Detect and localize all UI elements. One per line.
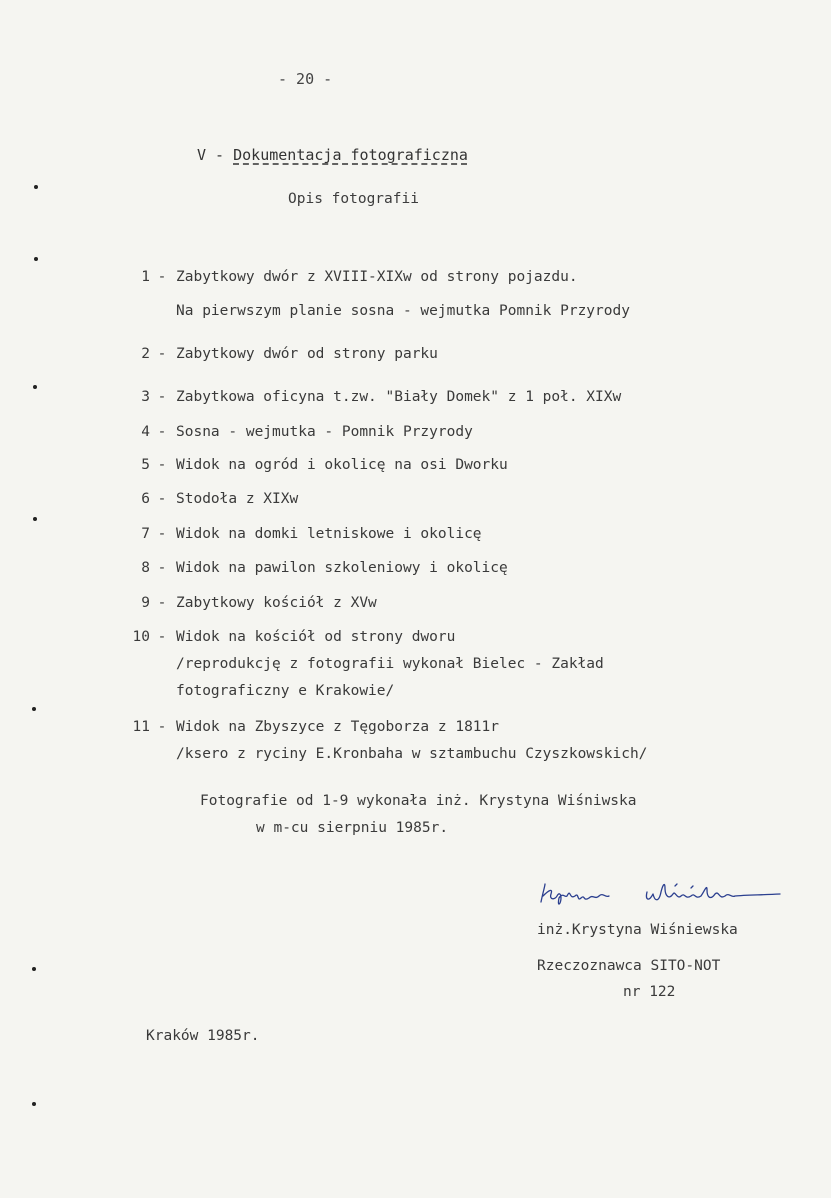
item-text: /reprodukcję z fotografii wykonał Bielec - Zakład	[176, 656, 604, 672]
item-text: Stodoła z XIXw	[176, 491, 299, 507]
photo-credit-date: w m-cu sierpniu 1985r.	[256, 820, 449, 836]
margin-mark	[32, 707, 36, 711]
item-text: fotograficzny e Krakowie/	[176, 683, 395, 699]
signatory-title: Rzeczoznawca SITO-NOT	[537, 958, 721, 974]
item-text: Zabytkowy dwór z XVIII-XIXw od strony pojazdu.	[176, 269, 578, 285]
margin-mark	[33, 385, 37, 389]
section-heading	[197, 146, 468, 164]
item-dash: -	[157, 629, 167, 645]
item-text: Na pierwszym planie sosna - wejmutka Pomnik Przyrody	[176, 303, 630, 319]
signatory-name: inż.Krystyna Wiśniewska	[537, 922, 738, 938]
item-text: Widok na ogród i okolicę na osi Dworku	[176, 457, 508, 473]
margin-mark	[34, 257, 38, 261]
place-date: Kraków 1985r.	[146, 1028, 260, 1044]
item-number: 8	[141, 560, 150, 576]
photo-credit-line: Fotografie od 1-9 wykonała inż. Krystyna Wiśniwska	[200, 793, 637, 809]
item-number: 10	[132, 629, 150, 645]
item-number: 11	[132, 719, 150, 735]
item-text: Widok na domki letniskowe i okolicę	[176, 526, 482, 542]
item-number: 3	[141, 389, 150, 405]
item-text: Sosna - wejmutka - Pomnik Przyrody	[176, 424, 473, 440]
margin-mark	[34, 185, 38, 189]
item-dash: -	[157, 457, 167, 473]
item-dash: -	[157, 560, 167, 576]
page-number: - 20 -	[278, 70, 333, 88]
item-dash: -	[157, 269, 167, 285]
subheading: Opis fotografii	[288, 191, 419, 207]
item-number: 5	[141, 457, 150, 473]
item-dash: -	[157, 346, 167, 362]
item-dash: -	[157, 491, 167, 507]
item-number: 6	[141, 491, 150, 507]
item-number: 7	[141, 526, 150, 542]
item-text: Zabytkowy dwór od strony parku	[176, 346, 438, 362]
item-text: Zabytkowy kościół z XVw	[176, 595, 377, 611]
item-dash: -	[157, 526, 167, 542]
item-text: Widok na pawilon szkoleniowy i okolicę	[176, 560, 508, 576]
item-number: 2	[141, 346, 150, 362]
signatory-number: nr 122	[623, 984, 676, 1000]
item-text: Widok na kościół od strony dworu	[176, 629, 456, 645]
margin-mark	[32, 967, 36, 971]
margin-mark	[32, 1102, 36, 1106]
item-dash: -	[157, 595, 167, 611]
item-text: /ksero z ryciny E.Kronbaha w sztambuchu Czyszkowskich/	[176, 746, 648, 762]
item-text: Zabytkowa oficyna t.zw. "Biały Domek" z 1 poł. XIXw	[176, 389, 622, 405]
item-dash: -	[157, 719, 167, 735]
item-number: 9	[141, 595, 150, 611]
section-heading-title: Dokumentacja fotograficzna	[233, 146, 468, 164]
margin-mark	[33, 517, 37, 521]
item-dash: -	[157, 424, 167, 440]
item-text: Widok na Zbyszyce z Tęgoborza z 1811r	[176, 719, 500, 735]
section-heading-prefix: V -	[197, 146, 234, 164]
item-number: 4	[141, 424, 150, 440]
item-dash: -	[157, 389, 167, 405]
item-number: 1	[141, 269, 150, 285]
handwritten-signature	[535, 878, 790, 918]
